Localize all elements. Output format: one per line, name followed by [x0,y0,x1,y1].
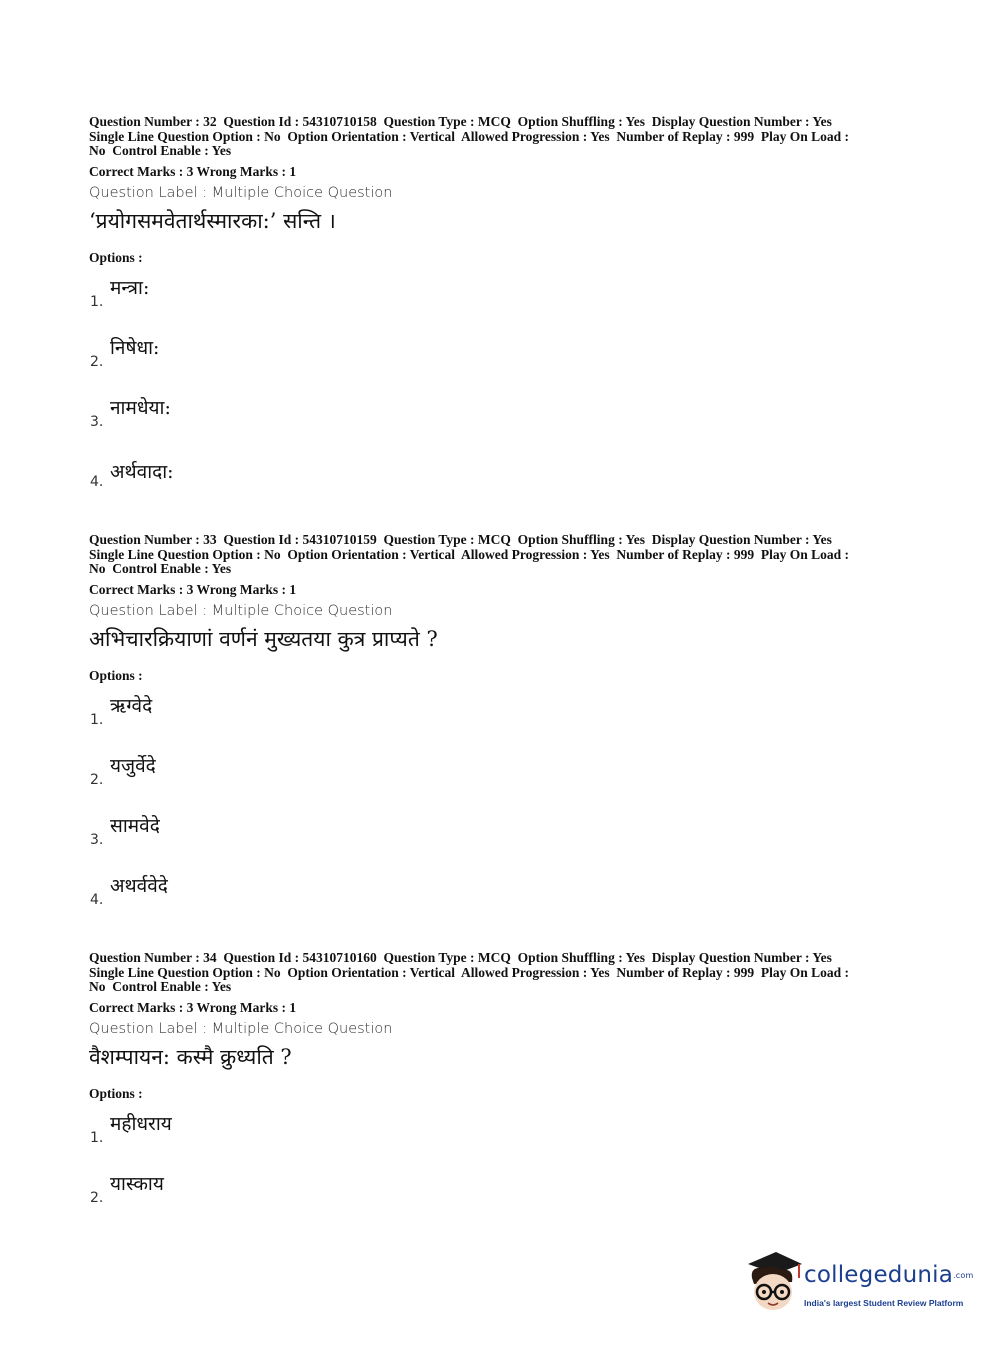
question-label: Question Label : Multiple Choice Question [89,1020,393,1037]
question-meta: Question Number : 32 Question Id : 54310710158 Question Type : MCQ Option Shuffling : Yes Display Question Number : Yes Single Line Question Option : No Option Orientation : Vertical Allowed Progression : Yes Number of Replay : 999 Play On Load : No Control Enable : Yes [89,114,850,158]
option-3[interactable] [89,394,919,454]
question-marks: Correct Marks : 3 Wrong Marks : 1 [89,999,297,1015]
option-number: 4. [90,891,104,908]
option-text: नामधेया: [110,396,171,419]
option-number: 1. [90,711,104,728]
option-number: 1. [90,1129,104,1146]
options-list [89,1110,919,1230]
option-text: निषेधा: [110,336,160,359]
logo-suffix: .com [953,1271,974,1280]
option-number: 2. [90,353,104,370]
logo-tagline: India's largest Student Review Platform [804,1298,964,1308]
question-33 [89,533,919,932]
option-text: मन्त्रा: [110,276,150,299]
options-list [89,692,919,932]
question-meta: Question Number : 34 Question Id : 54310710160 Question Type : MCQ Option Shuffling : Yes Display Question Number : Yes Single Line Question Option : No Option Orientation : Vertical Allowed Progression : Yes Number of Replay : 999 Play On Load : No Control Enable : Yes [89,950,850,994]
question-meta: Question Number : 33 Question Id : 54310710159 Question Type : MCQ Option Shuffling : Yes Display Question Number : Yes Single Line Question Option : No Option Orientation : Vertical Allowed Progression : Yes Number of Replay : 999 Play On Load : No Control Enable : Yes [89,532,850,576]
options-label: Options : [89,249,143,265]
option-text: ऋग्वेदे [110,694,153,717]
option-4[interactable] [89,454,919,514]
option-1[interactable] [89,1110,919,1170]
option-1[interactable] [89,692,919,752]
option-text: अथर्ववेदे [110,874,168,897]
option-4[interactable] [89,872,919,932]
option-number: 1. [90,293,104,310]
option-text: अर्थवादा: [110,460,174,483]
option-text: महीधराय [110,1112,172,1135]
question-32 [89,115,919,514]
option-number: 2. [90,771,104,788]
option-text: सामवेदे [110,814,160,837]
question-text: वैशम्पायन: कस्मै क्रुध्यति ? [89,1044,292,1069]
option-text: यजुर्वेदे [110,754,156,777]
question-text: अभिचारक्रियाणां वर्णनं मुख्यतया कुत्र प्राप्यते ? [89,626,438,651]
option-number: 4. [90,473,104,490]
options-label: Options : [89,667,143,683]
option-number: 3. [90,413,104,430]
option-number: 2. [90,1189,104,1206]
question-marks: Correct Marks : 3 Wrong Marks : 1 [89,581,297,597]
question-label: Question Label : Multiple Choice Question [89,602,393,619]
option-2[interactable] [89,1170,919,1230]
question-text: ‘प्रयोगसमवेतार्थस्मारका:’ सन्ति । [89,208,336,233]
option-text: यास्काय [110,1172,164,1195]
collegedunia-logo [742,1248,972,1318]
option-number: 3. [90,831,104,848]
mascot-icon [742,1248,804,1314]
options-label: Options : [89,1085,143,1101]
option-2[interactable] [89,752,919,812]
options-list [89,274,919,514]
logo-wordmark [804,1262,973,1288]
option-3[interactable] [89,812,919,872]
option-1[interactable] [89,274,919,334]
option-2[interactable] [89,334,919,394]
question-marks: Correct Marks : 3 Wrong Marks : 1 [89,163,297,179]
question-label: Question Label : Multiple Choice Question [89,184,393,201]
question-34 [89,951,919,1230]
logo-name: collegedunia [804,1262,954,1288]
